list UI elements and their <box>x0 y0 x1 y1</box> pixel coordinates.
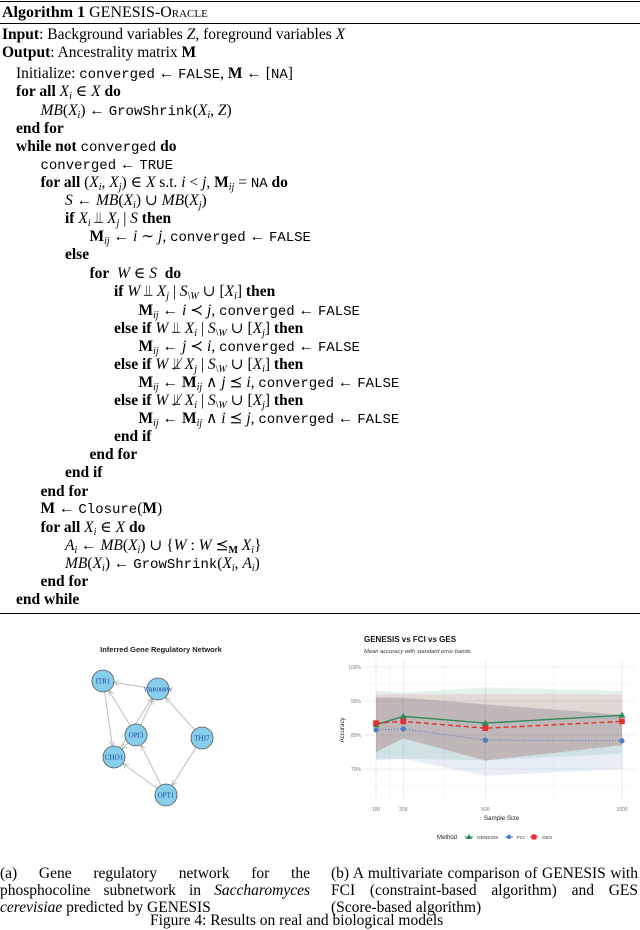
algorithm-line: Initialize: converged ← FALSE, M ← [NA] <box>16 65 293 83</box>
square-marker <box>619 719 625 725</box>
algorithm-line: end for <box>40 573 89 590</box>
title-rule <box>0 23 640 24</box>
algorithm-line: else if W ⫫ $X_i$ | $S_{\backslash W}$ ∪ $[X_j]$ then <box>114 320 304 339</box>
caption-a-suffix: predicted by GENESIS <box>62 899 211 916</box>
algorithm-title <box>2 3 208 22</box>
gene-network-diagram <box>65 636 265 816</box>
network-edge <box>109 691 130 725</box>
algorithm-line: $M_{ij}$ ← i ∼ j, converged ← FALSE <box>89 228 311 247</box>
legend-label: GES <box>542 836 553 841</box>
node-label: OPT1 <box>157 791 175 800</box>
algorithm-output <box>2 44 196 62</box>
circle-marker <box>373 727 378 732</box>
algorithm-line: if $X_i$ ⫫ $X_j$ | S then <box>65 210 172 229</box>
algorithm-line: else if W ⫫̸ $X_i$ | $S_{\backslash W}$ ∪ $[X_j]$ then <box>114 392 304 411</box>
algorithm-line: $MB(X_i)$ ← $GrowShrink(X_i$, Z) <box>40 102 232 121</box>
output-label: Output <box>2 44 51 61</box>
network-edge <box>166 698 195 730</box>
circle-marker <box>401 726 406 731</box>
network-edge <box>172 747 196 785</box>
x-tick-label: 100 <box>371 807 381 813</box>
figure-a-caption <box>0 865 310 916</box>
algorithm-line: $M_{ij}$ ← $M_{ij}$ ∧ i ⪯ j, converged ← FALSE <box>138 410 400 429</box>
x-axis-title: Sample Size <box>483 815 520 822</box>
algorithm-line: for all $X_i$ ∈ X do <box>16 83 121 102</box>
chart-title: GENESIS vs FCI vs GES <box>364 635 457 644</box>
algorithm-line: S ← $MB(X_i)$ ∪ $MB(X_j)$ <box>65 192 207 211</box>
algorithm-line: if W ⫫ $X_j$ | $S_{\backslash W}$ ∪ $[X_i]$ then <box>114 283 276 302</box>
legend-title: Method <box>437 835 458 841</box>
legend-label: FCI <box>517 836 525 841</box>
legend-circle-icon <box>507 835 511 839</box>
algorithm-line: end if <box>114 428 152 445</box>
algorithm-line: $A_i$ ← $MB(X_i)$ ∪ {W : W $⪯_M$ $X_i$} <box>65 537 262 556</box>
algorithm-line: end if <box>65 464 103 481</box>
network-title: Inferred Gene Regulatory Network <box>100 645 222 654</box>
algorithm-line: M ← Closure(M) <box>40 500 163 518</box>
legend-label: GENESIS <box>477 836 499 841</box>
node-label: OPI3 <box>128 731 144 740</box>
y-tick-label: 80% <box>350 733 361 739</box>
network-edge <box>115 683 147 688</box>
algorithm-line: converged ← TRUE <box>40 156 173 174</box>
output-text: : Ancestrality matrix M <box>50 44 197 61</box>
accuracy-line-chart <box>330 628 640 848</box>
network-node <box>143 678 173 700</box>
network-node <box>191 727 213 749</box>
bottom-rule <box>0 613 640 614</box>
legend-square-icon <box>532 835 537 840</box>
y-tick-label: 90% <box>350 699 361 705</box>
algorithm-line: end for <box>16 120 64 137</box>
chart-subtitle: Mean accuracy with standard error bands <box>364 649 471 655</box>
top-rule <box>0 1 640 2</box>
algorithm-line: while not converged do <box>16 138 177 156</box>
circle-marker <box>619 738 624 743</box>
y-axis-title: Accuracy <box>340 717 346 743</box>
square-marker <box>483 725 489 731</box>
square-marker <box>373 720 379 726</box>
gene-network-figure <box>65 636 265 816</box>
algorithm-line: end for <box>89 446 138 463</box>
node-label: YBR008W <box>143 686 173 694</box>
algorithm-line: for all $X_i$ ∈ X do <box>40 519 146 538</box>
algorithm-line: $M_{ij}$ ← j ≺ i, converged ← FALSE <box>138 338 360 357</box>
accuracy-chart <box>330 628 640 848</box>
circle-marker <box>483 738 488 743</box>
network-node <box>125 724 147 746</box>
square-marker <box>401 719 407 725</box>
x-tick-label: 500 <box>481 807 490 813</box>
algorithm-input <box>2 26 345 44</box>
algorithm-line: $M_{ij}$ ← $M_{ij}$ ∧ j ⪯ i, converged ← FALSE <box>138 374 400 393</box>
network-edge <box>122 743 128 749</box>
caption-a-species: Saccharomyces cerevisiae <box>0 882 310 916</box>
network-edges <box>105 683 197 789</box>
network-node <box>155 784 177 806</box>
node-label: ITR1 <box>95 677 111 686</box>
algorithm-line: for W ∈ S do <box>89 265 182 282</box>
algorithm-name: GENESIS-Oracle <box>89 4 208 21</box>
input-text: : Background variables Z, foreground variables X <box>39 26 346 43</box>
input-label: Input <box>2 26 40 43</box>
figure-b-caption: (b) A multivariate comparison of GENESIS with FCI (constraint-based algorithm) and GES (Score-based algorithm) <box>331 865 638 916</box>
algorithm-label: Algorithm 1 <box>2 4 86 21</box>
network-node <box>103 746 125 768</box>
algorithm-line: end for <box>40 483 89 500</box>
algorithm-line: else <box>65 246 90 263</box>
node-label: CHO1 <box>104 753 124 762</box>
x-tick-label: 200 <box>399 807 408 813</box>
algorithm-line: end while <box>16 591 80 608</box>
algorithm-line: for all ($X_i$, $X_j$) ∈ X s.t. i < j, $M_{ij}$ = NA do <box>40 174 288 193</box>
node-label: THI7 <box>194 734 210 743</box>
algorithm-line: $MB(X_i)$ ← $GrowShrink(X_i$, $A_i$) <box>65 555 260 574</box>
algorithm-line: $M_{ij}$ ← i ≺ j, converged ← FALSE <box>138 302 360 321</box>
y-tick-label: 70% <box>350 767 361 773</box>
figure-caption: Figure 4: Results on real and biological models <box>150 912 444 929</box>
algorithm-line: else if W ⫫̸ $X_j$ | $S_{\backslash W}$ ∪ $[X_i]$ then <box>114 356 304 375</box>
network-edge <box>105 692 113 745</box>
caption-a-text: (a) Gene regulatory network for the phosphocoline subnetwork in <box>0 865 310 899</box>
x-tick-label: 1000 <box>616 807 628 813</box>
network-node <box>92 670 114 692</box>
y-tick-label: 100% <box>348 665 361 671</box>
